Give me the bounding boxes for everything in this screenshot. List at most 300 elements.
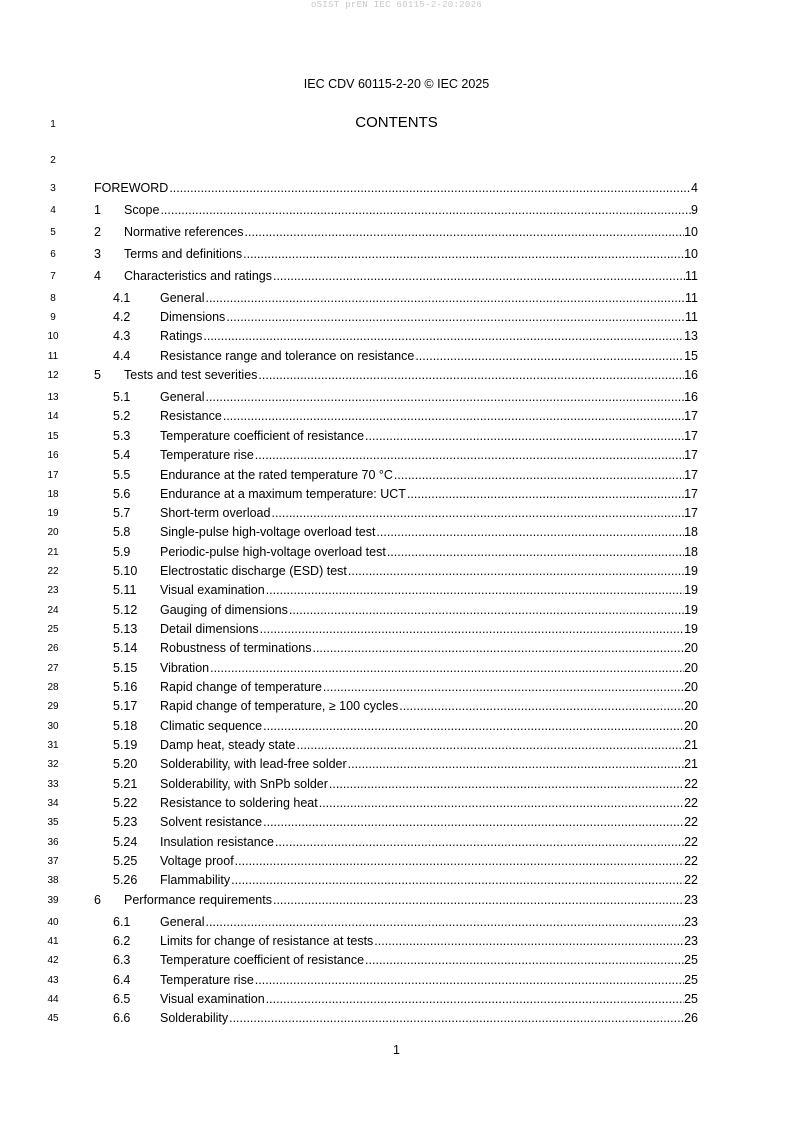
toc-entry-title: Rapid change of temperature [160,680,322,694]
toc-entry-number: 5.9 [113,545,131,559]
dot-leader [274,834,684,850]
toc-entry-title: Visual examination [160,992,265,1006]
toc-entry-body [160,795,698,811]
toc-entry-page: 26 [684,1011,698,1025]
toc-entry-body [160,1010,698,1026]
dot-leader [347,756,684,772]
toc-entry[interactable] [94,389,698,405]
toc-entry-body [160,640,698,656]
line-number: 13 [47,392,59,403]
toc-entry-number: 4.2 [113,310,131,324]
toc-entry-page: 22 [684,777,698,791]
toc-entry-body [160,872,698,888]
toc-entry-number: 5.3 [113,429,131,443]
toc-entry-body [160,853,698,869]
toc-entry-page: 19 [684,564,698,578]
dot-leader [230,872,684,888]
toc-entry[interactable] [94,544,698,560]
toc-entry-body [124,892,698,908]
toc-entry[interactable] [94,447,698,463]
dot-leader [375,524,684,540]
dot-leader [364,428,684,444]
toc-entry-page: 20 [684,699,698,713]
toc-entry-page: 22 [684,873,698,887]
toc-entry[interactable] [94,328,698,344]
dot-leader [228,1010,684,1026]
line-number: 4 [50,205,56,216]
toc-entry-body [160,698,698,714]
line-number: 8 [50,293,56,304]
toc-entry-body [160,914,698,930]
dot-leader [204,389,684,405]
dot-leader [168,180,691,196]
toc-entry-body [160,389,698,405]
dot-leader [242,246,684,262]
line-number: 42 [47,955,59,966]
toc-entry-body [160,348,698,364]
toc-entry-number: 5.7 [113,506,131,520]
toc-entry[interactable] [94,914,698,930]
toc-entry-page: 11 [685,291,698,305]
toc-entry-title: Tests and test severities [124,368,258,382]
toc-entry[interactable] [94,756,698,772]
toc-entry-body [160,563,698,579]
toc-entry-body [124,246,698,262]
toc-entry[interactable] [94,834,698,850]
dot-leader [393,467,684,483]
toc-entry-title: Solderability [160,1011,229,1025]
dot-leader [373,933,684,949]
line-number: 30 [47,721,59,732]
line-number: 2 [50,155,56,166]
toc-entry-body [160,737,698,753]
toc-entry-body [94,180,698,196]
toc-entry-number: 5.14 [113,641,138,655]
toc-entry-body [160,428,698,444]
toc-entry-page: 22 [684,854,698,868]
toc-entry-title: General [160,390,205,404]
toc-entry-page: 21 [684,738,698,752]
toc-entry-title: Dimensions [160,310,226,324]
toc-entry[interactable] [94,972,698,988]
toc-entry-number: 4.3 [113,329,131,343]
toc-entry-title: Temperature coefficient of resistance [160,429,365,443]
toc-entry-number: 6.5 [113,992,131,1006]
line-number: 15 [47,431,59,442]
toc-entry-body [160,834,698,850]
toc-entry-title: Voltage proof [160,854,234,868]
toc-entry-body [160,290,698,306]
toc-entry[interactable] [94,776,698,792]
line-number: 3 [50,183,56,194]
dot-leader [347,563,684,579]
toc-entry-body [124,202,698,218]
dot-leader [204,290,685,306]
toc-entry-body [124,224,698,240]
line-number: 39 [47,895,59,906]
toc-entry-title: Detail dimensions [160,622,259,636]
toc-entry-number: 5.11 [113,583,137,597]
toc-entry[interactable] [94,290,698,306]
toc-entry-number: 5.25 [113,854,138,868]
document-header: IEC CDV 60115-2-20 © IEC 2025 [303,77,490,91]
dot-leader [272,892,684,908]
toc-entry-title: Flammability [160,873,231,887]
toc-entry-number: 5.1 [113,390,131,404]
toc-entry-body [124,268,698,284]
line-number: 18 [47,489,59,500]
toc-entry-title: Temperature rise [160,448,254,462]
toc-entry-number: 5.21 [113,777,138,791]
line-number: 21 [47,547,59,558]
toc-entry-body [160,718,698,734]
toc-entry-page: 19 [684,622,698,636]
toc-entry[interactable] [94,814,698,830]
line-number: 41 [47,936,59,947]
toc-entry-page: 16 [684,368,698,382]
toc-entry[interactable] [94,309,698,325]
toc-entry[interactable] [94,202,698,218]
toc-entry[interactable] [94,486,698,502]
toc-entry-number: 5.19 [113,738,138,752]
toc-entry-title: Scope [124,203,160,217]
toc-entry-body [160,991,698,1007]
toc-entry-body [160,505,698,521]
toc-entry-number: 5.24 [113,835,138,849]
toc-entry-title: Solderability, with lead-free solder [160,757,347,771]
toc-entry[interactable] [94,660,698,676]
toc-entry-title: Endurance at a maximum temperature: UCT [160,487,406,501]
toc-entry-page: 23 [684,915,698,929]
toc-entry-page: 11 [685,269,698,283]
toc-entry-body [160,660,698,676]
line-number: 38 [47,875,59,886]
dot-leader [364,952,684,968]
toc-entry[interactable] [94,698,698,714]
dot-leader [204,914,684,930]
toc-entry-title: Solderability, with SnPb solder [160,777,328,791]
toc-entry-body [160,679,698,695]
dot-leader [209,660,684,676]
toc-entry-title: Resistance range and tolerance on resistance [160,349,415,363]
line-number: 10 [47,331,59,342]
line-number: 26 [47,643,59,654]
toc-entry-page: 21 [684,757,698,771]
toc-entry[interactable] [94,180,698,196]
toc-entry-page: 20 [684,719,698,733]
toc-entry-number: 6.1 [113,915,131,929]
toc-entry-page: 20 [684,680,698,694]
toc-entry-body [160,756,698,772]
toc-entry-body [160,328,698,344]
toc-entry-body [160,933,698,949]
toc-entry-title: Solvent resistance [160,815,263,829]
toc-entry-page: 10 [684,225,698,239]
toc-entry-title: General [160,915,205,929]
toc-entry-body [160,447,698,463]
page-title: CONTENTS [355,114,438,131]
toc-entry-title: Gauging of dimensions [160,603,288,617]
toc-entry-title: Rapid change of temperature, ≥ 100 cycles [160,699,399,713]
toc-entry-body [160,602,698,618]
toc-entry-body [124,367,698,383]
toc-entry-number: 5.2 [113,409,131,423]
toc-entry-title: Endurance at the rated temperature 70 °C [160,468,393,482]
dot-leader [234,853,684,869]
toc-entry-title: Limits for change of resistance at tests [160,934,374,948]
toc-entry[interactable] [94,524,698,540]
toc-entry-number: 6.4 [113,973,131,987]
dot-leader [254,972,684,988]
toc-entry[interactable] [94,795,698,811]
toc-entry-number: 6 [94,893,101,907]
line-number: 31 [47,740,59,751]
dot-leader [222,408,684,424]
toc-entry[interactable] [94,872,698,888]
line-number: 12 [47,370,59,381]
toc-entry-number: 6.3 [113,953,131,967]
toc-entry-page: 17 [684,429,698,443]
toc-entry-page: 23 [684,934,698,948]
toc-entry-body [160,309,698,325]
toc-entry-page: 18 [684,525,698,539]
toc-entry-body [160,408,698,424]
line-number: 9 [50,312,56,323]
toc-entry-page: 25 [684,953,698,967]
line-number: 28 [47,682,59,693]
toc-entry-page: 13 [684,329,698,343]
toc-entry[interactable] [94,621,698,637]
toc-entry-page: 20 [684,661,698,675]
dot-leader [259,621,684,637]
toc-entry-title: Visual examination [160,583,265,597]
dot-leader [386,544,684,560]
dot-leader [328,776,684,792]
toc-entry-number: 5.15 [113,661,138,675]
toc-entry-number: 4.4 [113,349,131,363]
line-number: 43 [47,975,59,986]
toc-entry-number: 4 [94,269,101,283]
dot-leader [254,447,684,463]
toc-entry-page: 22 [684,835,698,849]
toc-entry-number: 5.18 [113,719,138,733]
line-number: 14 [47,411,59,422]
toc-entry-number: 5.10 [113,564,138,578]
toc-entry-page: 15 [684,349,698,363]
toc-entry-body [160,524,698,540]
line-number: 1 [50,119,56,130]
dot-leader [322,679,684,695]
toc-entry-body [160,972,698,988]
toc-entry-title: Temperature rise [160,973,254,987]
line-number: 7 [50,271,56,282]
toc-entry-title: Robustness of terminations [160,641,312,655]
toc-entry-title: Short-term overload [160,506,271,520]
toc-entry-number: 5.8 [113,525,131,539]
toc-entry-number: 6.2 [113,934,131,948]
toc-entry-page: 18 [684,545,698,559]
toc-entry-number: 5 [94,368,101,382]
toc-entry-body [160,776,698,792]
line-number: 40 [47,917,59,928]
dot-leader [270,505,684,521]
line-number: 34 [47,798,59,809]
toc-entry-page: 19 [684,603,698,617]
toc-entry[interactable] [94,224,698,240]
dot-leader [265,991,684,1007]
line-number: 44 [47,994,59,1005]
dot-leader [398,698,684,714]
toc-entry-body [160,814,698,830]
dot-leader [262,814,684,830]
toc-entry[interactable] [94,718,698,734]
toc-entry-title: Ratings [160,329,203,343]
toc-entry-number: 5.6 [113,487,131,501]
line-number: 33 [47,779,59,790]
line-number: 6 [50,249,56,260]
toc-entry[interactable] [94,991,698,1007]
dot-leader [202,328,684,344]
dot-leader [318,795,684,811]
line-number: 17 [47,470,59,481]
line-number: 22 [47,566,59,577]
toc-entry-title: Temperature coefficient of resistance [160,953,365,967]
toc-entry-title: Terms and definitions [124,247,243,261]
toc-entry-title: Single-pulse high-voltage overload test [160,525,376,539]
line-number: 32 [47,759,59,770]
page-number: 1 [393,1043,400,1057]
toc-entry-number: 5.5 [113,468,131,482]
line-number: 27 [47,663,59,674]
dot-leader [288,602,684,618]
dot-leader [265,582,684,598]
toc-entry-number: 5.12 [113,603,138,617]
line-number: 16 [47,450,59,461]
dot-leader [311,640,684,656]
dot-leader [159,202,691,218]
toc-entry-number: 5.22 [113,796,138,810]
dot-leader [272,268,685,284]
toc-entry[interactable] [94,505,698,521]
toc-entry-page: 22 [684,796,698,810]
toc-entry[interactable] [94,563,698,579]
toc-entry-title: Characteristics and ratings [124,269,272,283]
toc-entry-page: 17 [684,506,698,520]
toc-entry-page: 17 [684,409,698,423]
toc-entry[interactable] [94,853,698,869]
toc-entry-page: 25 [684,992,698,1006]
toc-entry-number: 2 [94,225,101,239]
toc-entry[interactable] [94,1010,698,1026]
toc-entry-title: Normative references [124,225,244,239]
toc-entry-body [160,621,698,637]
toc-entry[interactable] [94,467,698,483]
toc-entry-number: 5.16 [113,680,138,694]
toc-entry-title: Climatic sequence [160,719,263,733]
toc-entry[interactable] [94,640,698,656]
toc-entry-body [160,486,698,502]
toc-entry-page: 11 [685,310,698,324]
toc-entry-title: Damp heat, steady state [160,738,296,752]
toc-entry[interactable] [94,268,698,284]
toc-entry[interactable] [94,892,698,908]
toc-entry[interactable] [94,952,698,968]
line-number: 11 [47,351,59,362]
toc-entry-title: Insulation resistance [160,835,274,849]
toc-entry-title: Performance requirements [124,893,272,907]
line-number: 36 [47,837,59,848]
toc-entry-title: FOREWORD [94,181,169,195]
toc-entry-page: 10 [684,247,698,261]
toc-entry[interactable] [94,348,698,364]
line-number: 19 [47,508,59,519]
toc-entry-page: 9 [691,203,698,217]
dot-leader [244,224,685,240]
line-number: 25 [47,624,59,635]
dot-leader [262,718,684,734]
toc-entry-body [160,467,698,483]
line-number: 5 [50,227,56,238]
line-number: 29 [47,701,59,712]
line-number: 24 [47,605,59,616]
toc-entry-number: 1 [94,203,101,217]
toc-entry-page: 4 [691,181,698,195]
toc-entry-page: 20 [684,641,698,655]
line-number: 35 [47,817,59,828]
toc-entry-number: 5.13 [113,622,138,636]
toc-entry-page: 17 [684,487,698,501]
dot-leader [296,737,685,753]
line-number: 23 [47,585,59,596]
toc-entry-body [160,544,698,560]
toc-entry-number: 3 [94,247,101,261]
toc-entry-title: Periodic-pulse high-voltage overload test [160,545,386,559]
line-number: 20 [47,527,59,538]
line-number: 37 [47,856,59,867]
toc-entry-page: 17 [684,448,698,462]
toc-entry-body [160,582,698,598]
toc-entry-number: 5.4 [113,448,131,462]
toc-entry[interactable] [94,367,698,383]
toc-entry[interactable] [94,933,698,949]
toc-entry-page: 16 [684,390,698,404]
toc-entry-number: 5.23 [113,815,138,829]
toc-entry-title: Electrostatic discharge (ESD) test [160,564,347,578]
toc-entry-number: 5.17 [113,699,138,713]
toc-entry-title: Resistance [160,409,222,423]
line-number: 45 [47,1013,59,1024]
toc-entry-page: 22 [684,815,698,829]
toc-entry[interactable] [94,737,698,753]
toc-entry[interactable] [94,408,698,424]
watermark: oSIST prEN IEC 60115-2-20:2026 [310,0,483,10]
toc-entry[interactable] [94,602,698,618]
toc-entry-page: 25 [684,973,698,987]
toc-entry[interactable] [94,679,698,695]
toc-entry[interactable] [94,246,698,262]
toc-entry-number: 4.1 [113,291,131,305]
toc-entry-page: 23 [684,893,698,907]
toc-entry-title: Vibration [160,661,210,675]
toc-entry-number: 5.20 [113,757,138,771]
toc-entry[interactable] [94,428,698,444]
toc-entry-page: 19 [684,583,698,597]
toc-entry-title: Resistance to soldering heat [160,796,318,810]
toc-entry[interactable] [94,582,698,598]
dot-leader [414,348,684,364]
dot-leader [225,309,685,325]
toc-entry-title: General [160,291,205,305]
